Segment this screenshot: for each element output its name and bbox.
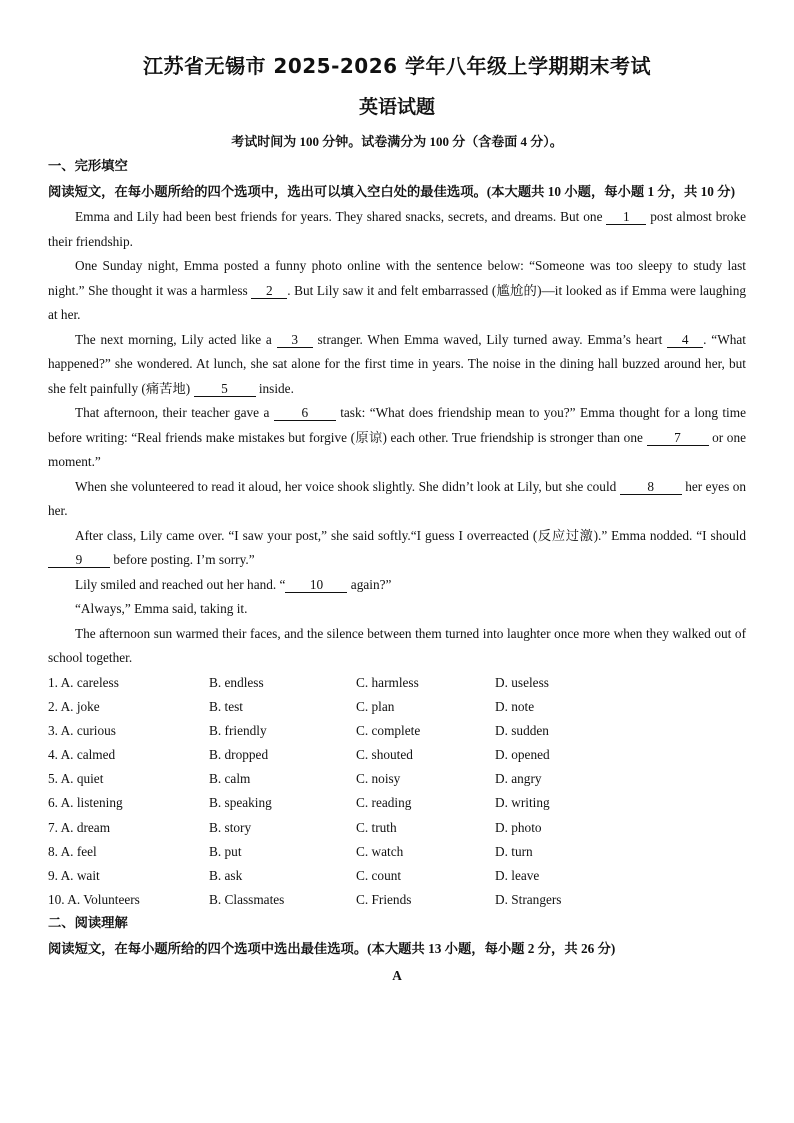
option-c: C. harmless — [356, 674, 419, 690]
text-run: Lily smiled and reached out her hand. “ — [75, 576, 286, 592]
text-run: . “What happened?” she wondered. At lunch, she sat alone for the first time in years. The noise in the dining hall buzzed around her, but she felt painfully (痛苦地) — [48, 331, 746, 396]
exam-title: 江苏省无锡市 2025-2026 学年八年级上学期期末考试 — [142, 54, 652, 78]
option-c: C. Friends — [356, 892, 412, 908]
option-row — [48, 695, 746, 719]
option-b: B. speaking — [209, 795, 272, 811]
blank-5: 5 — [194, 381, 256, 397]
passage-paragraph: The afternoon sun warmed their faces, and the silence between them turned into laughter once more when they walked out of school together. — [48, 625, 746, 665]
blank-1: 1 — [606, 209, 646, 225]
option-c: C. count — [356, 868, 402, 883]
text-run: stranger. When Emma waved, Lily turned away. Emma’s heart — [312, 331, 668, 347]
blank-9: 9 — [48, 552, 110, 568]
passage-paragraph — [48, 328, 746, 402]
option-d: D. Strangers — [495, 892, 562, 908]
option-row — [48, 767, 746, 791]
text-run: her eyes on her. — [48, 478, 747, 518]
blank-8: 8 — [620, 479, 682, 495]
section2-heading: 二、阅读理解 — [48, 916, 128, 932]
option-c: C. complete — [356, 722, 421, 738]
text-run: inside. — [255, 380, 294, 396]
blank-7: 7 — [647, 430, 709, 446]
option-c: C. watch — [356, 843, 404, 859]
text-run: post almost broke their friendship. — [48, 209, 746, 249]
text-run: before posting. I’m sorry.” — [110, 552, 255, 567]
passage-paragraph — [48, 524, 746, 573]
option-b: B. friendly — [209, 722, 267, 738]
section1-heading: 一、完形填空 — [48, 159, 128, 174]
text-run: When she volunteered to read it aloud, her voice shook slightly. She didn’t look at Lily, but she could — [75, 478, 620, 494]
option-c: C. reading — [356, 795, 412, 811]
option-d: D. turn — [495, 843, 533, 859]
text-run: One Sunday night, Emma posted a funny photo online with the sentence below: “Someone was too sleepy to study last night.” She thought it was a harmless — [48, 258, 746, 298]
option-row — [48, 816, 746, 840]
option-b: B. put — [209, 843, 242, 859]
option-a: 3. A. curious — [48, 722, 116, 738]
option-a: 4. A. calmed — [48, 747, 116, 763]
text-run: . But Lily saw it and felt embarrassed (尴尬的)—it looked as if Emma were laughing at her. — [48, 282, 746, 322]
blank-10: 10 — [285, 577, 347, 593]
passage-paragraph — [48, 401, 746, 475]
option-a: 10. A. Volunteers — [48, 892, 140, 908]
option-b: B. dropped — [209, 747, 269, 763]
option-a: 6. A. listening — [48, 795, 123, 811]
text-run: That afternoon, their teacher gave a — [75, 405, 274, 420]
option-row — [48, 840, 746, 864]
section2-instruction: 阅读短文，在每小题所给的四个选项中选出最佳选项。(本大题共 13 小题，每小题 2 分，共 26 分) — [48, 941, 616, 957]
passage-paragraph — [48, 254, 746, 328]
text-run: task: “What does friendship mean to you?” Emma thought for a long time before writing: “Real friends make mistakes but forgive (原谅) each other. True friendship is stronger than one — [48, 405, 746, 445]
text-run: The next morning, Lily acted like a — [75, 331, 277, 347]
option-a: 9. A. wait — [48, 868, 100, 883]
option-row — [48, 671, 746, 695]
option-c: C. shouted — [356, 747, 413, 763]
option-b: B. test — [209, 698, 243, 714]
option-b: B. Classmates — [209, 892, 285, 908]
exam-info: 考试时间为 100 分钟。试卷满分为 100 分（含卷面 4 分）。 — [231, 134, 563, 149]
option-a: 2. A. joke — [48, 698, 100, 714]
option-d: D. writing — [495, 795, 550, 811]
option-d: D. useless — [495, 674, 549, 690]
option-a: 1. A. careless — [48, 674, 119, 690]
option-a: 8. A. feel — [48, 843, 97, 859]
option-d: D. leave — [495, 868, 540, 883]
option-row — [48, 864, 746, 888]
option-c: C. truth — [356, 819, 397, 835]
option-b: B. story — [209, 819, 252, 835]
option-b: B. ask — [209, 868, 243, 883]
option-row — [48, 719, 746, 743]
passage-paragraph — [48, 573, 746, 598]
text-run: After class, Lily came over. “I saw your post,” she said softly.“I guess I overreacted (反应过激).” Emma nodded. “I should — [75, 527, 746, 543]
blank-2: 2 — [251, 283, 287, 299]
exam-content — [48, 155, 746, 988]
passage-label: A — [392, 968, 402, 984]
passage-paragraph: “Always,” Emma said, taking it. — [75, 601, 248, 616]
option-d: D. angry — [495, 771, 542, 787]
option-d: D. note — [495, 698, 535, 714]
option-b: B. endless — [209, 674, 264, 690]
blank-4: 4 — [667, 332, 703, 348]
text-run: or one moment.” — [48, 429, 746, 469]
text-run: again?” — [347, 576, 392, 592]
option-a: 7. A. dream — [48, 819, 111, 835]
option-row — [48, 888, 746, 912]
exam-subtitle: 英语试题 — [358, 96, 435, 118]
option-d: D. opened — [495, 747, 550, 763]
text-run: Emma and Lily had been best friends for years. They shared snacks, secrets, and dreams. But one — [75, 209, 607, 224]
option-c: C. noisy — [356, 771, 401, 787]
option-b: B. calm — [209, 771, 251, 787]
option-d: D. photo — [495, 819, 542, 835]
passage-paragraph — [48, 475, 746, 524]
blank-3: 3 — [277, 332, 313, 348]
passage-paragraph — [48, 205, 746, 254]
option-a: 5. A. quiet — [48, 771, 104, 787]
option-row — [48, 743, 746, 767]
blank-6: 6 — [274, 405, 336, 421]
option-row — [48, 791, 746, 815]
option-c: C. plan — [356, 698, 395, 714]
section1-instruction: 阅读短文，在每小题所给的四个选项中，选出可以填入空白处的最佳选项。(本大题共 10 小题，每小题 1 分，共 10 分) — [48, 184, 735, 199]
options-list — [48, 671, 746, 913]
option-d: D. sudden — [495, 722, 549, 738]
